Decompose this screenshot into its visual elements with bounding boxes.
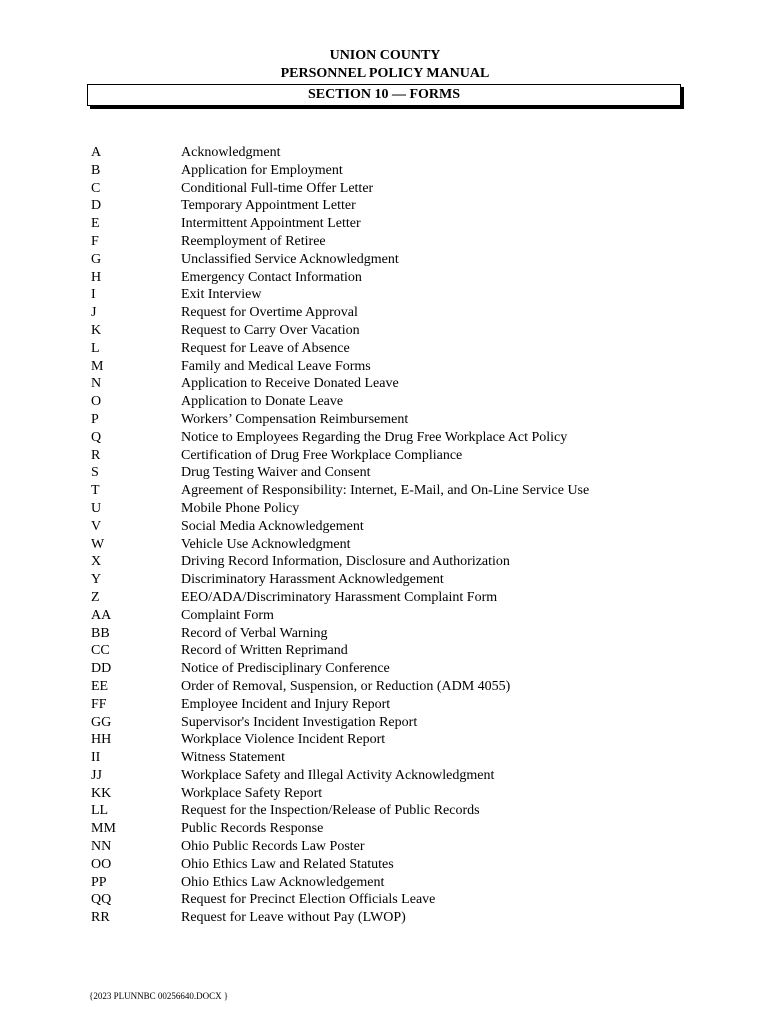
form-letter: S (91, 465, 99, 481)
form-letter: II (91, 750, 101, 766)
form-letter: EE (91, 678, 109, 694)
form-letter: O (91, 394, 102, 410)
form-list-item (91, 891, 691, 909)
form-letter: M (91, 358, 104, 374)
form-letter: JJ (91, 767, 102, 783)
form-title: Notice to Employees Regarding the Drug Free Workplace Act Policy (181, 429, 568, 445)
section-title-box (87, 84, 681, 106)
form-title: Workplace Safety and Illegal Activity Acknowledgment (181, 767, 495, 783)
form-list-item (91, 571, 691, 589)
form-list-item (91, 909, 691, 927)
form-letter: K (91, 322, 102, 338)
form-letter: U (91, 500, 102, 516)
form-title: Ohio Ethics Law Acknowledgement (181, 874, 385, 890)
form-list-item (91, 625, 691, 643)
form-title: Intermittent Appointment Letter (181, 216, 361, 232)
form-title: Workplace Violence Incident Report (181, 732, 386, 748)
form-list-item (91, 589, 691, 607)
manual-title: PERSONNEL POLICY MANUAL (280, 66, 490, 81)
form-letter: C (91, 180, 101, 196)
form-title: Witness Statement (181, 750, 286, 766)
form-list-item (91, 340, 691, 358)
form-title: Drug Testing Waiver and Consent (181, 465, 371, 481)
form-list-item (91, 767, 691, 785)
form-list-item (91, 856, 691, 874)
form-list-item (91, 358, 691, 376)
form-list-item (91, 696, 691, 714)
form-list-item (91, 304, 691, 322)
form-letter: D (91, 198, 102, 214)
form-list-item (91, 536, 691, 554)
form-letter: J (91, 305, 97, 321)
form-list-item (91, 820, 691, 838)
form-title: Request for the Inspection/Release of Public Records (181, 803, 480, 819)
form-letter: NN (91, 839, 112, 855)
form-letter: L (91, 340, 100, 356)
form-title: Discriminatory Harassment Acknowledgement (181, 572, 444, 588)
footer-doc-id: {2023 PLUNNBC 00256640.DOCX } (89, 991, 229, 1001)
form-title: Ohio Public Records Law Poster (181, 839, 365, 855)
form-title: Application for Employment (181, 162, 343, 178)
form-title: Mobile Phone Policy (181, 500, 300, 516)
form-letter: N (91, 376, 102, 392)
form-list-item (91, 678, 691, 696)
form-title: Workers’ Compensation Reimbursement (181, 411, 409, 427)
form-list-item (91, 197, 691, 215)
form-letter: Z (91, 589, 100, 605)
form-list-item (91, 322, 691, 340)
form-title: Agreement of Responsibility: Internet, E-Mail, and On-Line Service Use (181, 483, 590, 499)
form-title: Vehicle Use Acknowledgment (181, 536, 351, 552)
form-letter: FF (91, 696, 107, 712)
form-list-item (91, 518, 691, 536)
form-title: Temporary Appointment Letter (181, 198, 356, 214)
form-letter: QQ (91, 892, 112, 908)
form-title: Complaint Form (181, 607, 274, 623)
form-list-item (91, 429, 691, 447)
section-title: SECTION 10 — FORMS (307, 87, 461, 102)
form-letter: KK (91, 785, 112, 801)
form-list-item (91, 553, 691, 571)
document-header (0, 47, 770, 83)
form-letter: F (91, 233, 99, 249)
form-letter: G (91, 251, 102, 267)
form-list-item (91, 607, 691, 625)
form-list-item (91, 393, 691, 411)
form-letter: Q (91, 429, 102, 445)
form-list-item (91, 233, 691, 251)
form-list-item (91, 802, 691, 820)
form-letter: V (91, 518, 102, 534)
form-letter: E (91, 216, 100, 232)
form-list-item (91, 642, 691, 660)
form-title: Unclassified Service Acknowledgment (181, 251, 399, 267)
form-list-item (91, 251, 691, 269)
form-title: Reemployment of Retiree (181, 233, 326, 249)
form-letter: HH (91, 732, 112, 748)
form-list-item (91, 269, 691, 287)
form-list-item (91, 375, 691, 393)
form-title: Request to Carry Over Vacation (181, 322, 360, 338)
form-letter: DD (91, 661, 112, 677)
form-title: Family and Medical Leave Forms (181, 358, 371, 374)
form-list-item (91, 411, 691, 429)
form-title: Ohio Ethics Law and Related Statutes (181, 856, 394, 872)
form-title: Request for Leave without Pay (LWOP) (181, 910, 406, 926)
form-title: Workplace Safety Report (181, 785, 323, 801)
form-title: Application to Donate Leave (181, 394, 344, 410)
form-list-item (91, 447, 691, 465)
form-list-item (91, 838, 691, 856)
form-letter: X (91, 554, 102, 570)
form-title: Exit Interview (181, 287, 262, 303)
form-list-item (91, 731, 691, 749)
form-title: Application to Receive Donated Leave (181, 376, 399, 392)
form-letter: AA (91, 607, 112, 623)
form-list-item (91, 749, 691, 767)
form-title: EEO/ADA/Discriminatory Harassment Complaint Form (181, 589, 498, 605)
form-list-item (91, 482, 691, 500)
form-title: Request for Overtime Approval (181, 305, 358, 321)
form-list-item (91, 162, 691, 180)
form-title: Request for Precinct Election Officials Leave (181, 892, 436, 908)
form-letter: BB (91, 625, 110, 641)
form-list-item (91, 660, 691, 678)
form-list-item (91, 286, 691, 304)
form-title: Record of Written Reprimand (181, 643, 348, 659)
form-title: Emergency Contact Information (181, 269, 362, 285)
form-letter: PP (91, 874, 107, 890)
form-title: Public Records Response (181, 821, 324, 837)
county-name: UNION COUNTY (329, 48, 441, 63)
form-letter: RR (91, 910, 110, 926)
form-letter: I (91, 287, 96, 303)
form-title: Employee Incident and Injury Report (181, 696, 391, 712)
form-letter: CC (91, 643, 110, 659)
form-title: Notice of Predisciplinary Conference (181, 661, 390, 677)
form-letter: W (91, 536, 105, 552)
form-list-item (91, 464, 691, 482)
form-letter: OO (91, 856, 112, 872)
form-letter: A (91, 145, 102, 160)
form-list-item (91, 874, 691, 892)
form-letter: GG (91, 714, 112, 730)
form-list-item (91, 215, 691, 233)
form-title: Order of Removal, Suspension, or Reduction (ADM 4055) (181, 678, 511, 694)
form-letter: Y (91, 572, 102, 588)
form-list-item (91, 714, 691, 732)
form-letter: T (91, 483, 100, 499)
form-letter: B (91, 162, 101, 178)
form-letter: MM (91, 821, 116, 837)
form-list-item (91, 180, 691, 198)
form-list-item (91, 144, 691, 162)
form-list-item (91, 500, 691, 518)
form-letter: LL (91, 803, 109, 819)
form-title: Request for Leave of Absence (181, 340, 350, 356)
form-letter: P (91, 411, 99, 427)
form-title: Supervisor's Incident Investigation Report (181, 714, 418, 730)
form-title: Driving Record Information, Disclosure and Authorization (181, 554, 510, 570)
form-letter: R (91, 447, 101, 463)
form-title: Social Media Acknowledgement (181, 518, 364, 534)
form-title: Certification of Drug Free Workplace Compliance (181, 447, 463, 463)
form-title: Acknowledgment (181, 145, 281, 160)
forms-list (91, 144, 691, 927)
form-title: Conditional Full-time Offer Letter (181, 180, 374, 196)
form-title: Record of Verbal Warning (181, 625, 328, 641)
form-list-item (91, 785, 691, 803)
form-letter: H (91, 269, 102, 285)
